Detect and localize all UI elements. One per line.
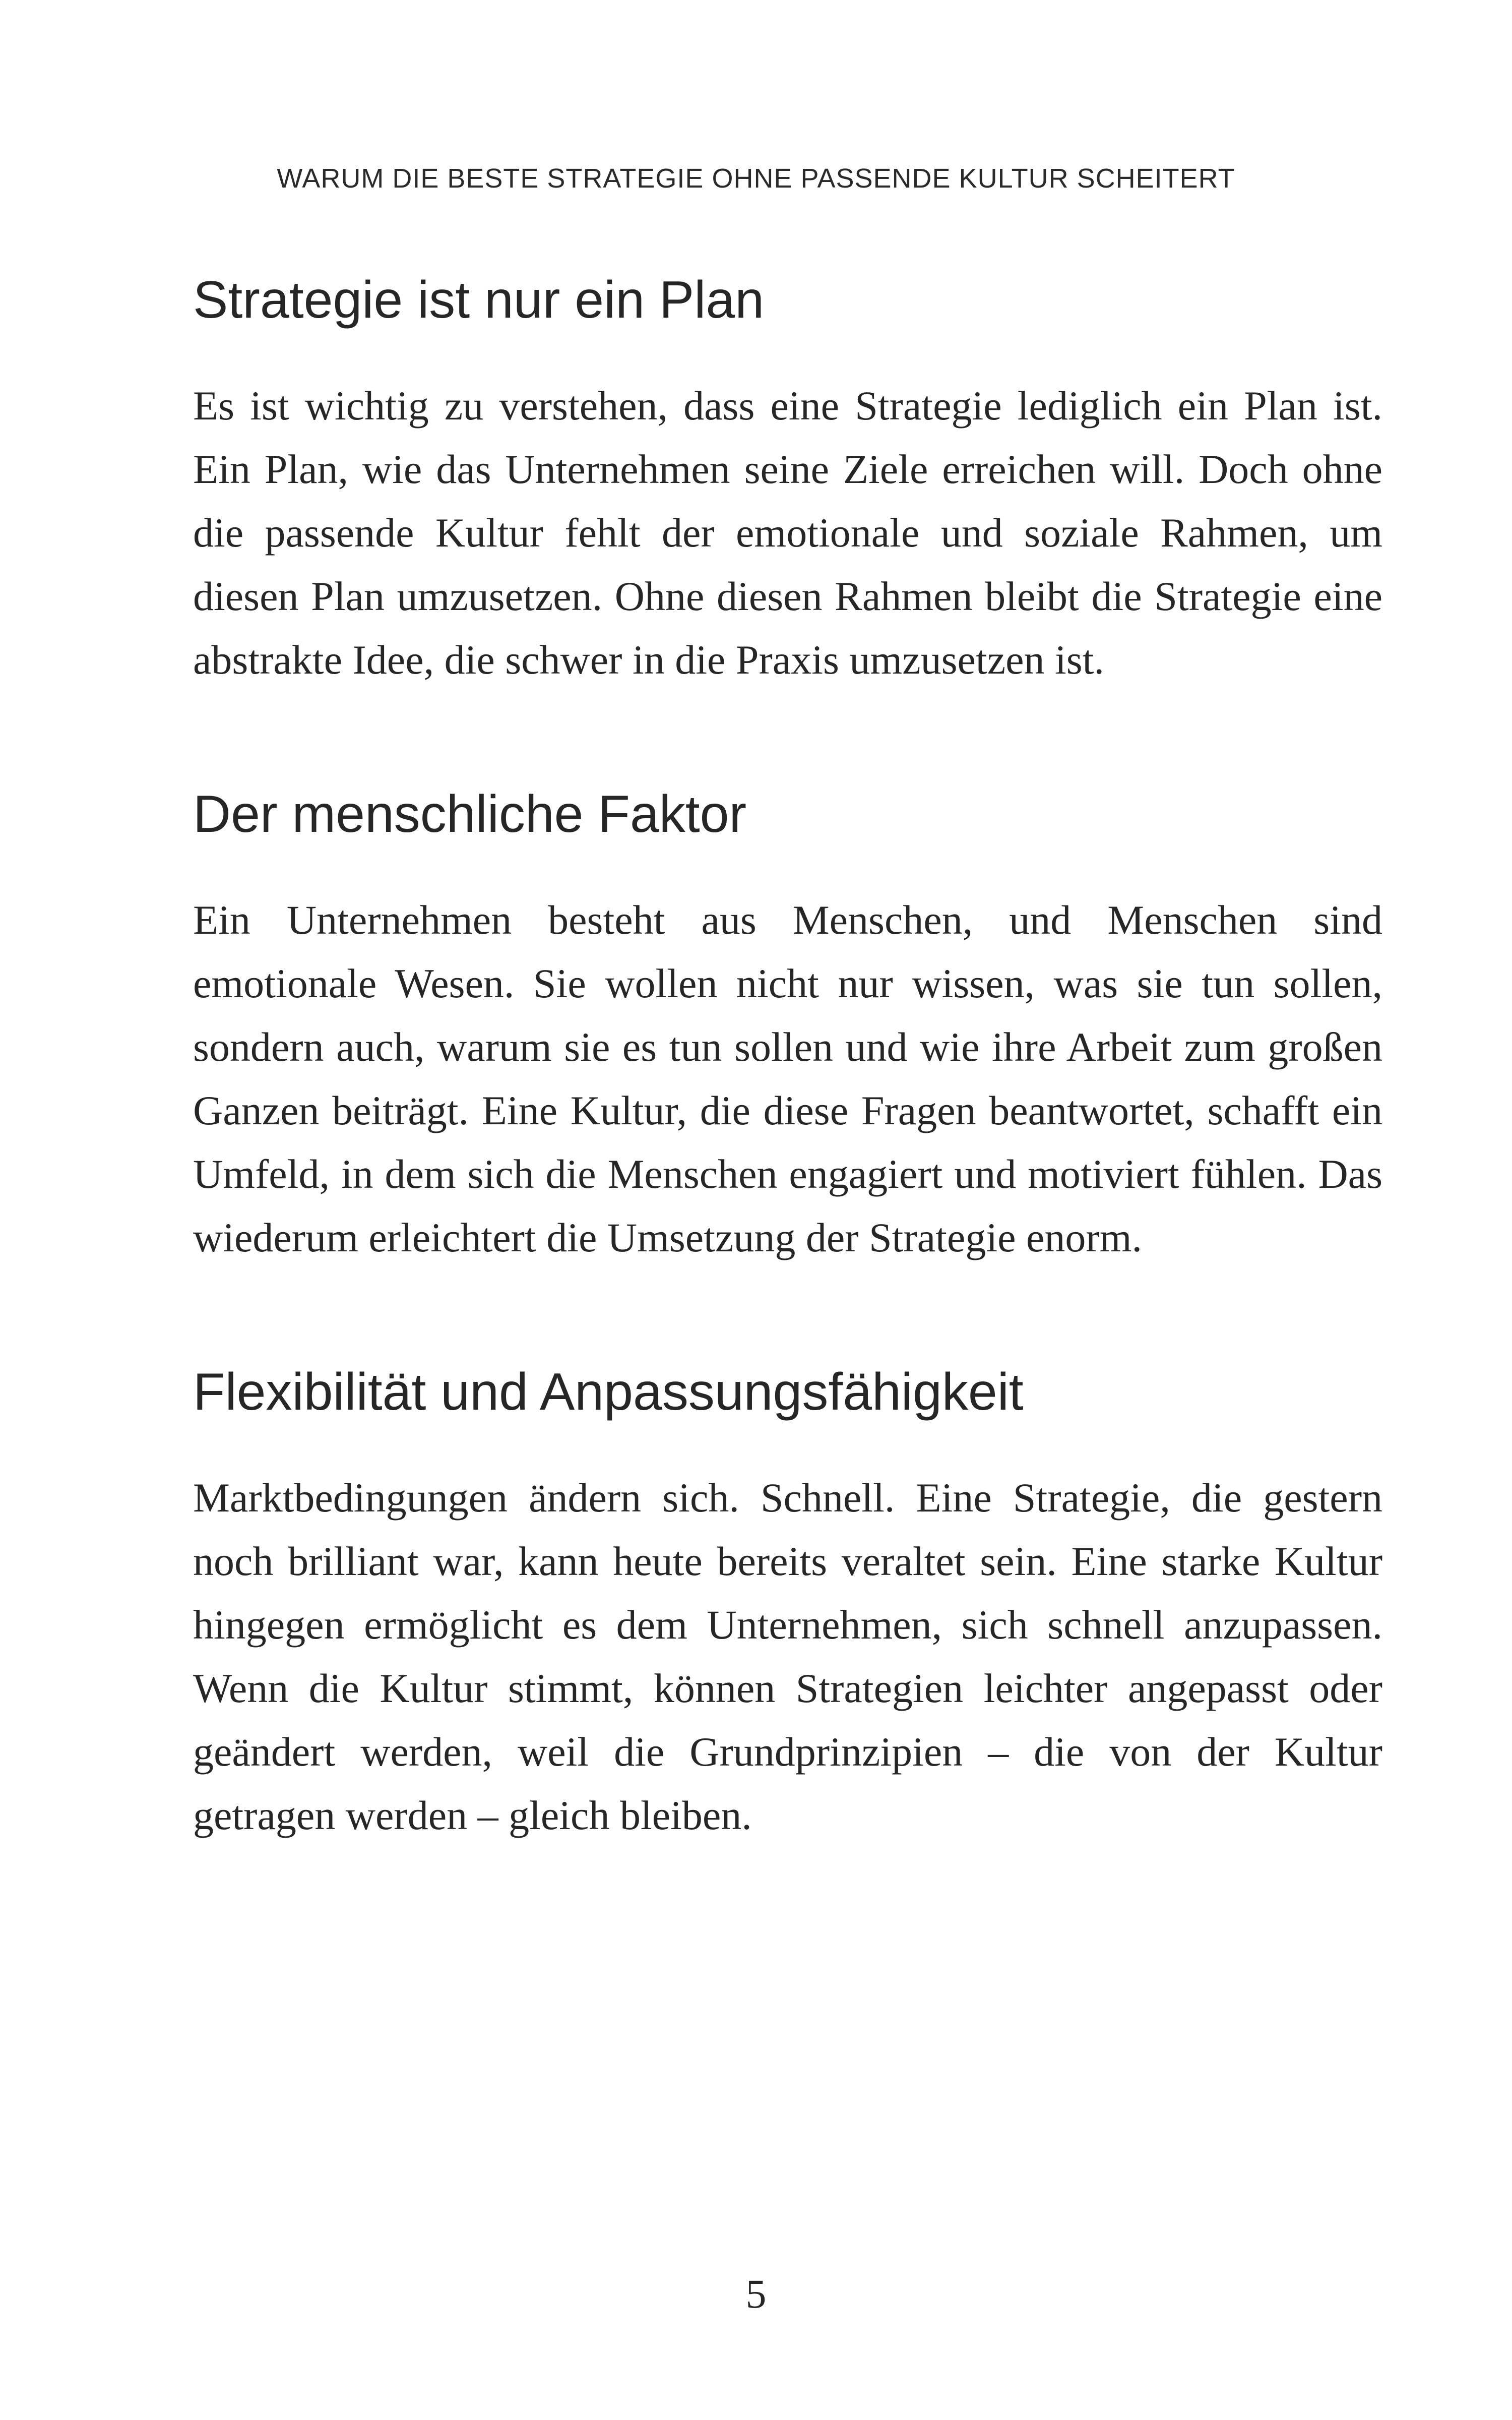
- section-human-factor: [193, 781, 1382, 1269]
- running-header: WARUM DIE BESTE STRATEGIE OHNE PASSENDE KULTUR SCHEITERT: [277, 163, 1235, 194]
- section-heading: Flexibilität und Anpassungsfähigkeit: [193, 1363, 1024, 1421]
- section-paragraph: Es ist wichtig zu verstehen, dass eine Strategie lediglich ein Plan ist. Ein Plan, wie das Unternehmen seine Ziele erreichen will. Doch ohne die passende Kultur fehlt der emotionale und soziale Rahmen, um diesen Plan umzusetzen. Ohne diesen Rahmen bleibt die Strategie eine abstrakte Idee, die schwer in die Praxis umzusetzen ist.: [193, 383, 1382, 683]
- section-strategy-plan: [193, 267, 1382, 692]
- page-content: [193, 267, 1382, 1937]
- section-paragraph: Ein Unternehmen besteht aus Menschen, und Menschen sind emotionale Wesen. Sie wollen nicht nur wissen, was sie tun sollen, sondern auch, warum sie es tun sollen und wie ihre Arbeit zum großen Ganzen beiträgt. Eine Kultur, die diese Fragen beantwortet, schafft ein Umfeld, in dem sich die Menschen engagiert und motiviert fühlen. Das wiederum erleichtert die Umsetzung der Strategie enorm.: [193, 897, 1382, 1260]
- section-heading: Der menschliche Faktor: [193, 785, 747, 843]
- section-paragraph: Marktbedingungen ändern sich. Schnell. Eine Strategie, die gestern noch brilliant war, kann heute bereits veraltet sein. Eine starke Kultur hingegen ermöglicht es dem Unternehmen, sich schnell anzupassen. Wenn die Kultur stimmt, können Strategien leichter angepasst oder geändert werden, weil die Grundprinzipien – die von der Kultur getragen werden – gleich bleiben.: [193, 1475, 1382, 1838]
- page-number: 5: [745, 2271, 767, 2317]
- section-flexibility: [193, 1359, 1382, 1847]
- section-heading: Strategie ist nur ein Plan: [193, 271, 765, 329]
